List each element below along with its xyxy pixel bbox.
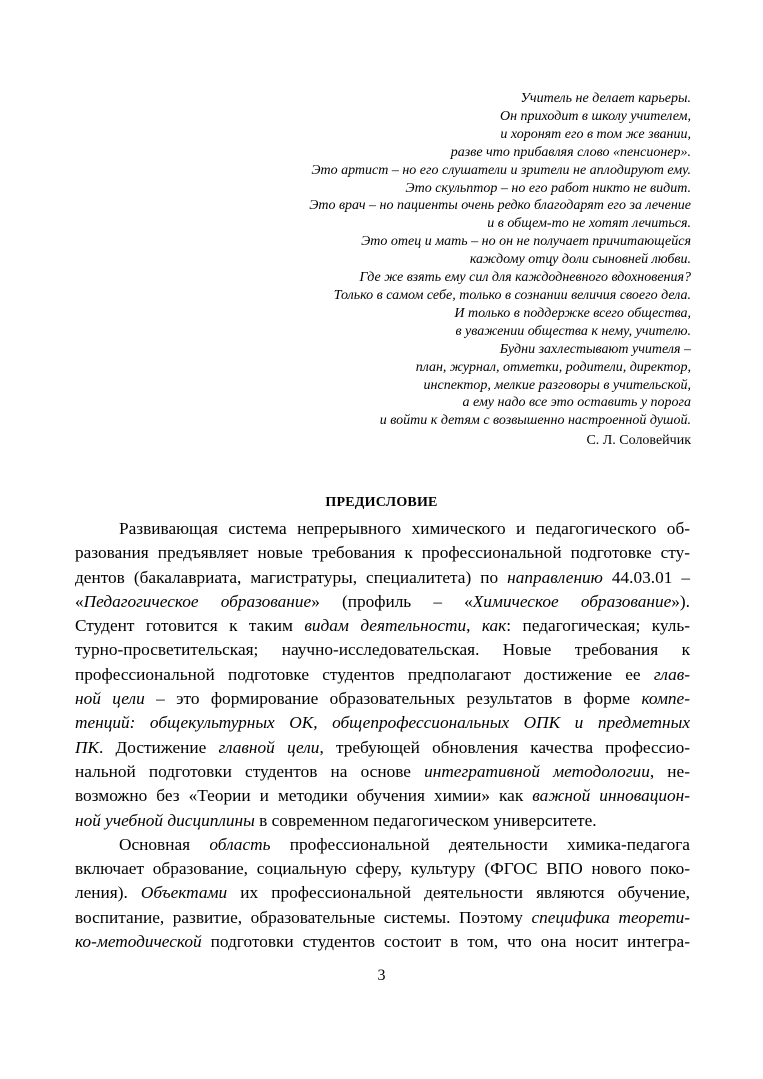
emphasis: ко-методической (75, 932, 202, 952)
text-run: « (75, 591, 84, 611)
emphasis: направлению (507, 567, 603, 587)
text-run: в современном педагогическом университете. (254, 810, 597, 830)
emphasis: важной инновацион- (532, 786, 691, 806)
text-run: ления). (75, 883, 141, 903)
text-run: Основная (119, 834, 210, 854)
text-run: их профессиональной деятельности являются обучение, (227, 883, 690, 903)
epigraph-line: а ему надо все это оставить у порога (462, 395, 691, 411)
epigraph-line: Будни захлестывают учителя – (499, 341, 691, 357)
text-run: , не- (649, 761, 690, 781)
text-run: » (профиль – « (311, 591, 473, 611)
text-run: разования предъявляет новые требования к профессиональной подготовке сту- (75, 543, 690, 563)
epigraph-line: Он приходит в школу учителем, (500, 108, 691, 124)
emphasis: видам деятельности (304, 616, 467, 636)
text-run: включает образование, социальную сферу, культуру (ФГОС ВПО нового поко- (75, 859, 690, 879)
epigraph-line: Учитель не делает карьеры. (520, 91, 691, 106)
emphasis: компе- (641, 689, 690, 709)
text-run: – это формирование образовательных результатов в форме (144, 689, 642, 709)
text-run: турно-просветительская; научно-исследовательская. Новые требования к (75, 640, 690, 660)
emphasis: ной учебной дисциплины (75, 810, 255, 830)
epigraph-line: Это скульптор – но его работ никто не видит. (405, 180, 691, 196)
section-heading: ПРЕДИСЛОВИЕ (325, 495, 438, 510)
paragraph-2 (75, 833, 690, 954)
text-run: профессиональной подготовке студентов предполагают достижение ее (75, 664, 654, 684)
emphasis: ной цели (75, 689, 145, 709)
text-run: 44.03.01 – (602, 567, 691, 587)
emphasis: тенций: общекультурных ОК, общепрофессиональных ОПК и предметных (75, 713, 690, 733)
emphasis: Объектами (140, 883, 228, 903)
text-run: воспитание, развитие, образовательные системы. Поэтому (75, 907, 532, 927)
text-run: . Достижение (98, 737, 219, 757)
epigraph-line: и в общем-то не хотят лечиться. (487, 216, 691, 232)
emphasis: специфика теорети- (531, 907, 691, 927)
text-run: , (466, 616, 482, 636)
emphasis: область (209, 834, 271, 854)
text-run: подготовки студентов состоит в том, что она носит интегра- (201, 932, 690, 952)
text-run: дентов (бакалавриата, магистратуры, специалитета) по (75, 567, 508, 587)
emphasis: как (481, 616, 507, 636)
text-run: : педагогическая; куль- (506, 616, 691, 636)
epigraph-line: план, журнал, отметки, родители, директор, (415, 359, 691, 375)
epigraph-line: и войти к детям с возвышенно настроенной душой. (379, 413, 691, 429)
emphasis: Педагогическое образование (83, 591, 312, 611)
epigraph-line: и хоронят его в том же звании, (500, 126, 691, 142)
text-run: Развивающая система непрерывного химического и педагогического об- (119, 519, 690, 538)
text-run: »). (671, 591, 690, 611)
epigraph-author: С. Л. Соловейчик (586, 433, 691, 448)
epigraph-line: И только в поддержке всего общества, (454, 305, 691, 321)
text-run: , требующей обновления качества профессио- (319, 737, 690, 757)
epigraph-line: Это артист – но его слушатели и зрители не аплодируют ему. (311, 162, 691, 178)
epigraph (211, 90, 691, 430)
emphasis: Химическое образование (472, 591, 672, 611)
page-number: 3 (377, 967, 386, 984)
text-run: возможно без «Теории и методики обучения химии» как (75, 786, 533, 806)
epigraph-line: каждому отцу доли сыновней любви. (469, 252, 691, 268)
text-run: нальной подготовки студентов на основе (75, 761, 425, 781)
body-text (75, 517, 690, 954)
emphasis: глав- (653, 664, 690, 684)
epigraph-line: Только в самом себе, только в сознании величия своего дела. (333, 287, 691, 303)
paragraph-1 (75, 517, 690, 833)
epigraph-line: инспектор, мелкие разговоры в учительской, (423, 377, 691, 393)
epigraph-line: Это врач – но пациенты очень редко благодарят его за лечение (309, 198, 691, 214)
epigraph-line: разве что прибавляя слово «пенсионер». (450, 144, 691, 160)
text-run: Студент готовится к таким (75, 616, 305, 636)
emphasis: главной цели (218, 737, 320, 757)
emphasis: ПК (75, 737, 99, 757)
emphasis: интегративной методологии (424, 761, 650, 781)
epigraph-line: Это отец и мать – но он не получает причитающейся (361, 234, 691, 250)
epigraph-line: Где же взять ему сил для каждодневного вдохновения? (359, 270, 691, 286)
text-run: профессиональной деятельности химика-педагога (270, 834, 690, 854)
epigraph-line: в уважении общества к нему, учителю. (455, 323, 691, 339)
